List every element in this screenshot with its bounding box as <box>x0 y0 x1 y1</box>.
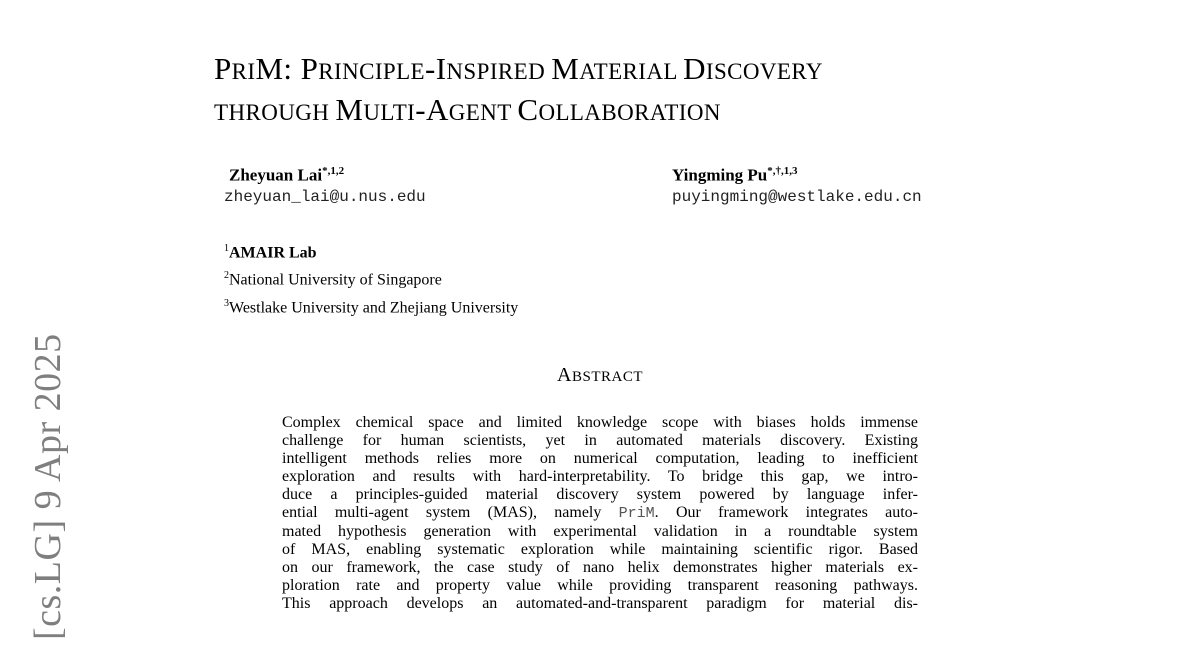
abstract-line: mated hypothesis generation with experimental validation in a roundtable system <box>282 523 918 540</box>
author-name: Yingming Pu <box>672 165 768 185</box>
abstract-line: Complex chemical space and limited knowledge scope with biases holds immense <box>282 414 918 431</box>
abstract-line: intelligent methods relies more on numerical computation, leading to inefficient <box>282 450 918 467</box>
affiliation-3 <box>224 292 518 319</box>
paper-title <box>214 50 1014 132</box>
title-segment: P <box>300 51 319 86</box>
abstract-text: . Our framework integrates auto- <box>654 504 918 521</box>
title-segment: RINCIPLE <box>318 59 425 84</box>
title-segment: GENT <box>448 100 518 125</box>
affiliation-number: 2 <box>224 270 229 282</box>
arxiv-sidebar-stamp: [cs.LG] 9 Apr 2025 <box>27 333 69 640</box>
title-segment: NSPIRED <box>446 59 552 84</box>
title-segment: ATERIAL <box>579 59 684 84</box>
title-segment: -A <box>415 92 449 127</box>
author-block-2 <box>672 160 922 207</box>
system-name-prim: PriM <box>618 505 655 522</box>
title-segment: -I <box>424 51 447 86</box>
abstract-heading-initial: A <box>557 364 572 386</box>
affiliations <box>224 237 518 319</box>
affiliation-2 <box>224 264 518 291</box>
title-segment: OLLABORATION <box>538 100 721 125</box>
abstract-heading-rest: BSTRACT <box>571 369 643 385</box>
affiliation-number: 1 <box>224 243 229 254</box>
abstract-text: ential multi-agent system (MAS), namely <box>282 504 619 521</box>
affiliation-number: 3 <box>224 297 229 309</box>
abstract-line: on our framework, the case study of nano helix demonstrates higher materials ex- <box>282 559 918 576</box>
affiliation-text: Westlake University and Zhejiang University <box>229 298 519 316</box>
title-segment: THROUGH <box>214 100 336 125</box>
title-segment: P <box>214 51 232 86</box>
author-email[interactable]: zheyuan_lai@u.nus.edu <box>224 187 426 206</box>
title-line-1 <box>214 50 1014 91</box>
affiliation-1 <box>224 237 518 264</box>
author-affil-marks: *,†,1,3 <box>767 165 798 177</box>
title-segment: D <box>683 51 706 86</box>
title-segment: ULTI <box>363 100 416 125</box>
title-segment: RI <box>231 59 256 84</box>
title-segment: M: <box>255 51 301 86</box>
abstract-line: ploration rate and property value while providing transparent reasoning pathways. <box>282 577 918 594</box>
abstract-line: of MAS, enabling systematic exploration while maintaining scientific rigor. Based <box>282 541 918 558</box>
author-block-1 <box>224 160 426 207</box>
author-affil-marks: *,1,2 <box>322 165 345 177</box>
affiliation-text: AMAIR Lab <box>229 244 317 262</box>
title-segment: M <box>335 92 364 127</box>
abstract-line <box>282 504 918 523</box>
title-segment: C <box>517 92 539 127</box>
abstract-body <box>282 414 918 613</box>
abstract-line: exploration and results with hard-interpretability. To bridge this gap, we intro- <box>282 468 918 485</box>
abstract-heading <box>0 364 1200 387</box>
abstract-line: duce a principles-guided material discovery system powered by language infer- <box>282 486 918 503</box>
title-segment: M <box>551 51 580 86</box>
title-line-2 <box>214 91 1014 132</box>
title-segment: ISCOVERY <box>705 59 823 84</box>
abstract-line: This approach develops an automated-and-transparent paradigm for material dis- <box>282 595 918 612</box>
affiliation-text: National University of Singapore <box>229 271 442 289</box>
author-name: Zheyuan Lai <box>229 165 323 185</box>
author-email[interactable]: puyingming@westlake.edu.cn <box>672 187 922 206</box>
abstract-line: challenge for human scientists, yet in automated materials discovery. Existing <box>282 432 918 449</box>
